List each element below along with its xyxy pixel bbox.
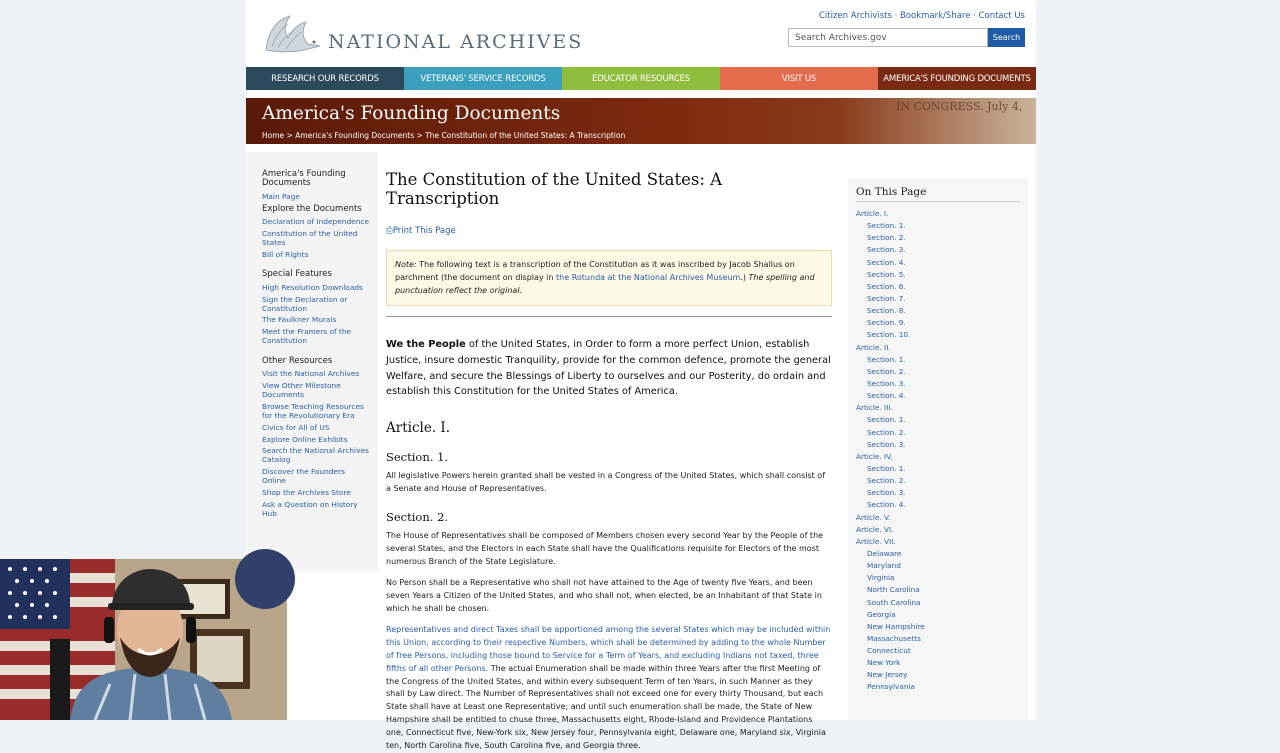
sidebar-link[interactable]: Discover the Founders Online xyxy=(262,467,345,486)
toc-section-link[interactable]: Section. 9. xyxy=(867,318,906,328)
main-nav xyxy=(246,67,1036,90)
contact-us-link[interactable]: Contact Us xyxy=(978,11,1025,21)
toc-section-link[interactable]: Pennsylvania xyxy=(867,682,915,692)
toc-section-link[interactable]: Section. 3. xyxy=(867,439,906,449)
toc-section-link[interactable]: Massachusetts xyxy=(867,633,921,643)
section-2-para-3-text: The actual Enumeration shall be made within three Years after the first Meeting of the Congress of the United States, and within every subsequent Term of ten Years, in such Manner as they shall by Law direct. The Number of Representatives shall not exceed one for every thirty Thousand, but each State shall have at Least one Representative; and until such enumeration shall be made, the State of New Hampshire shall be entitled to chuse three, Massachusetts eight, Rhode-Island and Providence Plantations one, Connecticut five, New-York six, New Jersey four, Pennsylvania eight, Delaware one, Maryland six, Virginia ten, North Carolina five, South Carolina five, and Georgia three. xyxy=(386,663,826,751)
sidebar-link[interactable]: Declaration of Independence xyxy=(262,216,369,226)
parchment-image: IN CONGRESS. July 4, xyxy=(896,100,1023,113)
toc-section-link[interactable]: Section. 6. xyxy=(867,281,906,291)
national-archives-logo[interactable] xyxy=(262,12,583,54)
toc-section-link[interactable]: Georgia xyxy=(867,609,896,619)
sidebar-link[interactable]: The Faulkner Murals xyxy=(262,315,337,325)
toc-article-link[interactable]: Article. II. xyxy=(856,342,891,352)
on-this-page-panel xyxy=(848,178,1028,720)
toc-section-link[interactable]: Section. 4. xyxy=(867,257,906,267)
nav-visit-us[interactable]: VISIT US xyxy=(720,67,878,90)
sidebar-heading: Explore the Documents xyxy=(262,203,362,214)
toc-article-link[interactable]: Article. IV. xyxy=(856,451,893,461)
citizen-archivists-link[interactable]: Citizen Archivists xyxy=(818,11,892,21)
divider xyxy=(386,316,832,317)
sidebar-link[interactable]: Search the National Archives Catalog xyxy=(262,446,369,465)
article-1-heading: Article. I. xyxy=(386,420,451,437)
nav-research-records[interactable]: RESEARCH OUR RECORDS xyxy=(246,67,404,90)
nav-veterans-records[interactable]: VETERANS' SERVICE RECORDS xyxy=(404,67,562,90)
section-1-heading: Section. 1. xyxy=(386,450,449,465)
webcam-overlay xyxy=(0,559,287,720)
nav-educator-resources[interactable]: EDUCATOR RESOURCES xyxy=(562,67,720,90)
toc-section-link[interactable]: Section. 3. xyxy=(867,488,906,498)
sidebar-link[interactable]: Constitution of the United States xyxy=(262,228,358,247)
site-header xyxy=(246,0,1036,67)
sidebar-link[interactable]: Sign the Declaration or Constitution xyxy=(262,294,348,313)
rotunda-link[interactable]: the Rotunda at the National Archives Museum xyxy=(556,272,741,282)
sidebar-top-title: America's Founding Documents xyxy=(262,169,346,189)
toc-article-link[interactable]: Article. VI. xyxy=(856,524,894,534)
toc-section-link[interactable]: Section. 1. xyxy=(867,463,906,473)
on-this-page-title: On This Page xyxy=(856,186,1020,202)
note-end: .) xyxy=(740,272,749,282)
toc-article-link[interactable]: Article. VII. xyxy=(856,536,896,546)
section-banner xyxy=(246,98,1036,144)
bookmark-share-link[interactable]: Bookmark/Share xyxy=(900,11,971,21)
printer-icon: ⎙ xyxy=(386,226,393,236)
sidebar-main-page-link[interactable]: Main Page xyxy=(262,191,300,201)
search-input[interactable] xyxy=(788,28,988,47)
nav-founding-documents[interactable]: AMERICA'S FOUNDING DOCUMENTS xyxy=(878,67,1036,90)
utility-links: Citizen Archivists · Bookmark/Share · Contact Us xyxy=(818,11,1025,21)
toc-section-link[interactable]: Section. 2. xyxy=(867,476,906,486)
page-title: The Constitution of the United States: A Transcription xyxy=(386,170,723,208)
section-1-text: All legislative Powers herein granted shall be vested in a Congress of the United States, which shall consist of a Senate and House of Representatives. xyxy=(386,471,826,494)
toc-article-link[interactable]: Article. V. xyxy=(856,512,891,522)
preamble-text: of the United States, in Order to form a more perfect Union, establish Justice, insure domestic Tranquility, provide for the common defence, promote the general Welfare, and secure the Blessings of Liberty to ourselves and our Posterity, do ordain and establish this Constitution for the United States of America. xyxy=(386,339,831,398)
toc-section-link[interactable]: Connecticut xyxy=(867,646,911,656)
print-page-link[interactable] xyxy=(386,226,832,236)
toc-section-link[interactable]: New York xyxy=(867,658,901,668)
section-2-heading: Section. 2. xyxy=(386,509,449,524)
toc-section-link[interactable]: Section. 1. xyxy=(867,354,906,364)
sidebar-link[interactable]: Explore Online Exhibits xyxy=(262,434,348,444)
three-fifths-link[interactable]: Representatives and direct Taxes shall be apportioned among the several States which may be included within this Union, according to their respective Numbers, which shall be determined by adding to the whole Number of free Persons, including those bound to Service for a Term of Years, and excluding Indians not taxed, three fifths of all other Persons. xyxy=(386,624,831,673)
toc-section-link[interactable]: Section. 4. xyxy=(867,500,906,510)
sidebar-link[interactable]: Browse Teaching Resources for the Revolutionary Era xyxy=(262,401,364,420)
sidebar-link[interactable]: Civics for All of US xyxy=(262,422,330,432)
toc-section-link[interactable]: New Hampshire xyxy=(867,621,925,631)
toc-section-link[interactable]: Section. 10. xyxy=(867,330,911,340)
left-sidebar xyxy=(246,152,378,572)
toc-section-link[interactable]: Section. 4. xyxy=(867,391,906,401)
section-2-para-2: No Person shall be a Representative who shall not have attained to the Age of twenty five Years, and been seven Years a Citizen of the United States, and who shall not, when elected, be an Inhabitant of that State in which he shall be chosen. xyxy=(386,577,822,613)
toc-section-link[interactable]: Virginia xyxy=(867,573,895,583)
toc-section-link[interactable]: Section. 3. xyxy=(867,378,906,388)
note-italic: The spelling and punctuation reflect the original. xyxy=(395,272,815,295)
toc-section-link[interactable]: Delaware xyxy=(867,548,902,558)
print-label: Print This Page xyxy=(392,226,456,236)
sidebar-link[interactable]: High Resolution Downloads xyxy=(262,282,363,292)
toc-section-link[interactable]: North Carolina xyxy=(867,585,920,595)
toc-section-link[interactable]: Section. 1. xyxy=(867,221,906,231)
sidebar-link[interactable]: Shop the Archives Store xyxy=(262,487,351,497)
webcam-image xyxy=(0,559,287,720)
banner-title: America's Founding Documents xyxy=(262,103,561,124)
archives-page xyxy=(246,0,1036,751)
toc-section-link[interactable]: Section. 7. xyxy=(867,293,906,303)
toc-article-link[interactable]: Article. III. xyxy=(856,403,893,413)
toc-section-link[interactable]: Maryland xyxy=(867,561,901,571)
sidebar-link[interactable]: Bill of Rights xyxy=(262,249,309,259)
toc-section-link[interactable]: Section. 5. xyxy=(867,269,906,279)
toc-section-link[interactable]: Section. 2. xyxy=(867,233,906,243)
sidebar-link[interactable]: Ask a Question on History Hub xyxy=(262,499,358,518)
preamble-bold: We the People xyxy=(386,339,466,351)
sidebar-heading: Special Features xyxy=(262,269,332,280)
toc-section-link[interactable]: South Carolina xyxy=(867,597,921,607)
logo-text: NATIONAL ARCHIVES xyxy=(328,31,584,53)
section-2-para-1: The House of Representatives shall be composed of Members chosen every second Year by the People of the several States, and the Electors in each State shall have the Qualifications requisite for Electors of the most numerous Branch of the State Legislature. xyxy=(386,530,824,566)
toc-section-link[interactable]: Section. 3. xyxy=(867,245,906,255)
note-text: The following text is a transcription of the Constitution as it was inscribed by Jacob Shallus on parchment (the document on display in xyxy=(395,260,795,282)
toc-section-link[interactable]: Section. 1. xyxy=(867,415,906,425)
toc-section-link[interactable]: Section. 2. xyxy=(867,366,906,376)
toc-section-link[interactable]: Section. 2. xyxy=(867,427,906,437)
section-2-para-3 xyxy=(386,624,832,753)
toc-article-link[interactable]: Article. I. xyxy=(856,209,889,218)
sidebar-link[interactable]: Meet the Framers of the Constitution xyxy=(262,327,352,346)
eagle-logo-icon xyxy=(262,12,326,54)
breadcrumb[interactable]: Home > America's Founding Documents > The Constitution of the United States: A Transcription xyxy=(262,131,626,140)
search-button[interactable]: Search xyxy=(988,28,1025,47)
site-search xyxy=(788,28,1025,47)
main-content xyxy=(386,170,832,753)
toc-section-link[interactable]: New Jersey xyxy=(867,670,908,680)
sidebar-heading: Other Resources xyxy=(262,356,333,366)
sidebar-link[interactable]: View Other Milestone Documents xyxy=(262,381,341,400)
toc-section-link[interactable]: Section. 8. xyxy=(867,306,906,316)
preamble xyxy=(386,337,832,400)
sidebar-link[interactable]: Visit the National Archives xyxy=(262,369,360,379)
note-label: Note: xyxy=(395,260,417,269)
transcription-note xyxy=(386,250,832,306)
